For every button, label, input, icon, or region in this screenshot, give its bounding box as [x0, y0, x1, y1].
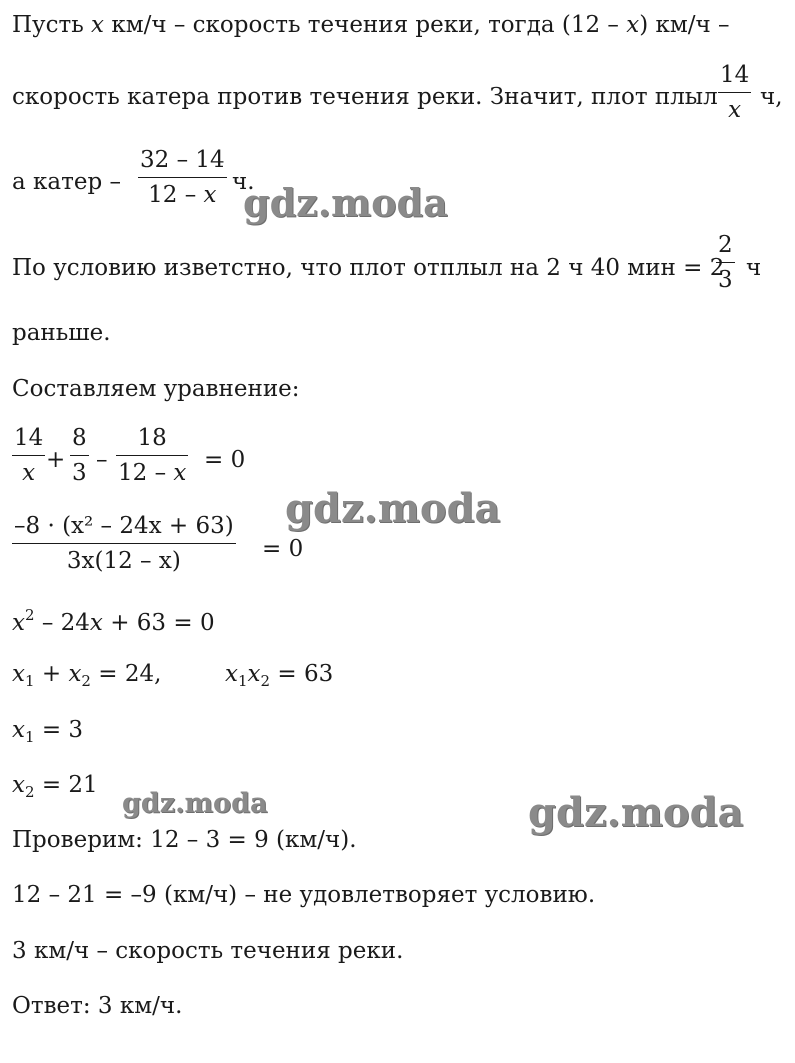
fraction-two-thirds: 2 3 — [718, 232, 733, 293]
text-line-2: скорость катера против течения реки. Значит, плот плыл — [12, 84, 718, 110]
text-line-1: Пусть x км/ч – скорость течения реки, тогда (12 – x) км/ч – — [12, 12, 730, 38]
watermark-logo: gdz.moda — [122, 788, 268, 819]
text-line-6: Составляем уравнение: — [12, 376, 300, 402]
eq4-vieta-sum: $x_1 + x_2 = 24$, — [12, 661, 162, 690]
eq3-quadratic: $x^2 - 24x + 63 = 0$ — [12, 606, 215, 636]
eq6-root-2: $x_2 = 21$ — [12, 772, 98, 801]
eq1-fraction-1: 14 x — [14, 425, 44, 486]
answer-line: Ответ: 3 км/ч. — [12, 993, 183, 1019]
eq1-fraction-3: 18 12 – x — [118, 425, 187, 486]
eq1-plus: + — [46, 447, 66, 473]
fraction-14-over-x: 14 x — [720, 62, 750, 123]
check-line-1: Проверим: 12 – 3 = 9 (км/ч). — [12, 827, 357, 853]
unit-hours: ч — [746, 255, 762, 281]
eq1-fraction-2: 8 3 — [72, 425, 87, 486]
fraction-boat-time: 32 – 14 12 – x — [140, 147, 225, 208]
unit-hours: ч, — [760, 84, 783, 110]
watermark-logo: gdz.moda — [528, 789, 744, 836]
check-line-2: 12 – 21 = –9 (км/ч) – не удовлетворяет условию. — [12, 882, 596, 908]
eq2-fraction: –8 · (x² – 24x + 63) 3x(12 – x) — [14, 513, 234, 574]
watermark-logo: gdz.moda — [243, 180, 448, 225]
result-line: 3 км/ч – скорость течения реки. — [12, 938, 404, 964]
eq2-equals-zero: = 0 — [262, 536, 304, 562]
eq5-root-1: $x_1 = 3$ — [12, 717, 84, 746]
unit-hours: ч. — [232, 169, 255, 195]
eq1-equals-zero: = 0 — [204, 447, 246, 473]
watermark-logo: gdz.moda — [285, 485, 501, 532]
text-line-5: раньше. — [12, 320, 111, 346]
text-line-3: а катер – — [12, 169, 121, 195]
eq1-minus: – — [96, 447, 108, 473]
eq4-vieta-product: $x_1x_2 = 63$ — [225, 661, 334, 690]
text-line-4: По условию изветстно, что плот отплыл на 2 ч 40 мин = 2 — [12, 255, 725, 281]
